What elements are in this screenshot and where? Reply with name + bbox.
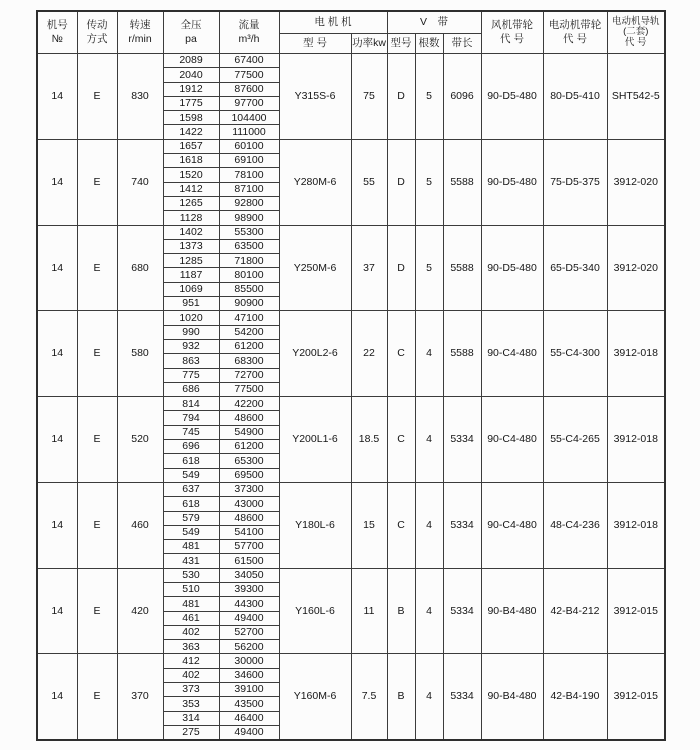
table-row [37,139,665,153]
fan-pulley-cell: 90-C4-480 [481,397,543,483]
header-line: m³/h [238,32,260,45]
pressure-cell: 1285 [163,254,219,268]
pressure-cell: 696 [163,440,219,454]
fan-pulley-cell: 90-C4-480 [481,482,543,568]
belt-count-cell: 4 [415,482,443,568]
belt-count-cell: 5 [415,139,443,225]
belt-count-cell: 5 [415,225,443,311]
pressure-cell: 1657 [163,139,219,153]
flow-cell: 49400 [219,725,279,739]
table-row [37,225,665,239]
motor-pulley-cell: 80-D5-410 [543,54,607,140]
speed-cell: 740 [117,139,163,225]
pressure-cell: 1912 [163,82,219,96]
header-machine-no [37,11,77,54]
machine-no-cell: 14 [37,54,77,140]
flow-cell: 52700 [219,625,279,639]
header-pressure [163,11,219,54]
machine-no-cell: 14 [37,482,77,568]
header-flow [219,11,279,54]
table-row [37,568,665,582]
fan-spec-table [36,10,666,741]
flow-cell: 48600 [219,511,279,525]
pressure-cell: 402 [163,668,219,682]
speed-cell: 420 [117,568,163,654]
flow-cell: 49400 [219,611,279,625]
motor-model-cell: Y180L-6 [279,482,351,568]
header-line: pa [185,32,197,45]
flow-cell: 43000 [219,497,279,511]
drive-mode-cell: E [77,311,117,397]
pressure-cell: 1422 [163,125,219,139]
motor-rail-cell: 3912-020 [607,139,665,225]
flow-cell: 80100 [219,268,279,282]
pressure-cell: 1775 [163,96,219,110]
machine-no-cell: 14 [37,568,77,654]
fan-pulley-cell: 90-B4-480 [481,568,543,654]
flow-cell: 57700 [219,540,279,554]
header-belt-type: 型号 [387,34,415,54]
header-motor-model: 型 号 [279,34,351,54]
pressure-cell: 373 [163,683,219,697]
pressure-cell: 412 [163,654,219,668]
motor-model-cell: Y200L2-6 [279,311,351,397]
motor-rail-cell: 3912-018 [607,482,665,568]
pressure-cell: 932 [163,339,219,353]
pressure-cell: 402 [163,625,219,639]
pressure-cell: 1598 [163,111,219,125]
motor-power-cell: 11 [351,568,387,654]
belt-type-cell: C [387,397,415,483]
flow-cell: 39100 [219,683,279,697]
speed-cell: 580 [117,311,163,397]
flow-cell: 34050 [219,568,279,582]
motor-pulley-cell: 42-B4-212 [543,568,607,654]
header-line: № [51,32,63,45]
motor-model-cell: Y280M-6 [279,139,351,225]
drive-mode-cell: E [77,568,117,654]
belt-type-cell: B [387,654,415,740]
flow-cell: 39300 [219,582,279,596]
pressure-cell: 1373 [163,239,219,253]
motor-pulley-cell: 42-B4-190 [543,654,607,740]
motor-power-cell: 15 [351,482,387,568]
header-line: 电动机带轮 [548,19,602,32]
flow-cell: 43500 [219,697,279,711]
flow-cell: 65300 [219,454,279,468]
pressure-cell: 461 [163,611,219,625]
drive-mode-cell: E [77,482,117,568]
belt-count-cell: 4 [415,568,443,654]
motor-pulley-cell: 75-D5-375 [543,139,607,225]
motor-model-cell: Y200L1-6 [279,397,351,483]
table-header [37,11,665,54]
flow-cell: 68300 [219,354,279,368]
pressure-cell: 481 [163,597,219,611]
pressure-cell: 530 [163,568,219,582]
table-row [37,311,665,325]
flow-cell: 92800 [219,196,279,210]
motor-power-cell: 75 [351,54,387,140]
pressure-cell: 549 [163,468,219,482]
header-belt-count: 根数 [415,34,443,54]
header-motor-pulley [543,11,607,54]
header-line: 电动机导轨 [611,16,660,28]
belt-type-cell: D [387,225,415,311]
belt-length-cell: 5588 [443,225,481,311]
motor-power-cell: 55 [351,139,387,225]
pressure-cell: 618 [163,497,219,511]
flow-cell: 34600 [219,668,279,682]
pressure-cell: 314 [163,711,219,725]
flow-cell: 72700 [219,368,279,382]
pressure-cell: 1402 [163,225,219,239]
flow-cell: 44300 [219,597,279,611]
flow-cell: 71800 [219,254,279,268]
header-motor-group: 电 机 机 [279,11,387,34]
header-line: 方式 [86,32,108,45]
flow-cell: 46400 [219,711,279,725]
header-line: 转速 [129,19,151,32]
flow-cell: 69500 [219,468,279,482]
flow-cell: 69100 [219,154,279,168]
motor-power-cell: 22 [351,311,387,397]
drive-mode-cell: E [77,654,117,740]
header-fan-pulley [481,11,543,54]
flow-cell: 61200 [219,339,279,353]
speed-cell: 520 [117,397,163,483]
pressure-cell: 951 [163,297,219,311]
belt-length-cell: 5334 [443,482,481,568]
fan-pulley-cell: 90-D5-480 [481,54,543,140]
header-line: 传动 [86,19,108,32]
flow-cell: 85500 [219,282,279,296]
pressure-cell: 275 [163,725,219,739]
belt-count-cell: 4 [415,654,443,740]
header-line: (二套) [623,26,649,38]
drive-mode-cell: E [77,139,117,225]
flow-cell: 55300 [219,225,279,239]
flow-cell: 87100 [219,182,279,196]
flow-cell: 67400 [219,54,279,68]
machine-no-cell: 14 [37,139,77,225]
header-speed [117,11,163,54]
flow-cell: 54900 [219,425,279,439]
fan-pulley-cell: 90-D5-480 [481,225,543,311]
belt-count-cell: 4 [415,397,443,483]
pressure-cell: 863 [163,354,219,368]
header-motor-rail [607,11,665,54]
flow-cell: 63500 [219,239,279,253]
motor-model-cell: Y160M-6 [279,654,351,740]
motor-pulley-cell: 55-C4-265 [543,397,607,483]
pressure-cell: 1520 [163,168,219,182]
motor-power-cell: 7.5 [351,654,387,740]
pressure-cell: 510 [163,582,219,596]
pressure-cell: 1265 [163,196,219,210]
pressure-cell: 1618 [163,154,219,168]
belt-count-cell: 5 [415,54,443,140]
flow-cell: 111000 [219,125,279,139]
table-row [37,482,665,496]
fan-pulley-cell: 90-D5-480 [481,139,543,225]
flow-cell: 78100 [219,168,279,182]
header-line: 风机带轮 [491,19,533,32]
flow-cell: 61500 [219,554,279,568]
motor-pulley-cell: 65-D5-340 [543,225,607,311]
machine-no-cell: 14 [37,311,77,397]
header-line: 全压 [180,19,202,32]
table-row [37,654,665,668]
belt-type-cell: C [387,311,415,397]
drive-mode-cell: E [77,397,117,483]
header-line: 代 号 [500,32,524,45]
header-line: 机号 [46,19,68,32]
speed-cell: 370 [117,654,163,740]
flow-cell: 104400 [219,111,279,125]
pressure-cell: 1128 [163,211,219,225]
motor-model-cell: Y315S-6 [279,54,351,140]
motor-rail-cell: 3912-015 [607,654,665,740]
speed-cell: 830 [117,54,163,140]
drive-mode-cell: E [77,225,117,311]
table-row [37,54,665,68]
machine-no-cell: 14 [37,225,77,311]
pressure-cell: 686 [163,382,219,396]
header-vbelt-group: V 带 [387,11,481,34]
motor-pulley-cell: 55-C4-300 [543,311,607,397]
flow-cell: 37300 [219,482,279,496]
pressure-cell: 1187 [163,268,219,282]
motor-rail-cell: 3912-018 [607,397,665,483]
speed-cell: 680 [117,225,163,311]
flow-cell: 47100 [219,311,279,325]
pressure-cell: 637 [163,482,219,496]
motor-rail-cell: 3912-015 [607,568,665,654]
flow-cell: 48600 [219,411,279,425]
flow-cell: 54200 [219,325,279,339]
belt-length-cell: 5334 [443,397,481,483]
pressure-cell: 745 [163,425,219,439]
pressure-cell: 775 [163,368,219,382]
pressure-cell: 353 [163,697,219,711]
belt-type-cell: D [387,54,415,140]
flow-cell: 77500 [219,68,279,82]
pressure-cell: 990 [163,325,219,339]
header-belt-length: 带长 [443,34,481,54]
belt-count-cell: 4 [415,311,443,397]
belt-length-cell: 5588 [443,311,481,397]
table-row [37,397,665,411]
flow-cell: 90900 [219,297,279,311]
flow-cell: 42200 [219,397,279,411]
belt-type-cell: B [387,568,415,654]
motor-rail-cell: SHT542-5 [607,54,665,140]
flow-cell: 60100 [219,139,279,153]
pressure-cell: 2040 [163,68,219,82]
pressure-cell: 794 [163,411,219,425]
motor-power-cell: 18.5 [351,397,387,483]
motor-model-cell: Y250M-6 [279,225,351,311]
flow-cell: 61200 [219,440,279,454]
motor-rail-cell: 3912-018 [607,311,665,397]
pressure-cell: 618 [163,454,219,468]
header-line: r/min [128,32,152,45]
belt-type-cell: C [387,482,415,568]
pressure-cell: 579 [163,511,219,525]
motor-model-cell: Y160L-6 [279,568,351,654]
pressure-cell: 1069 [163,282,219,296]
pressure-cell: 1412 [163,182,219,196]
belt-length-cell: 5334 [443,654,481,740]
machine-no-cell: 14 [37,654,77,740]
flow-cell: 30000 [219,654,279,668]
flow-cell: 87600 [219,82,279,96]
header-line: 代 号 [563,32,587,45]
header-drive [77,11,117,54]
pressure-cell: 431 [163,554,219,568]
header-motor-power: 功率kw [351,34,387,54]
pressure-cell: 363 [163,640,219,654]
flow-cell: 98900 [219,211,279,225]
pressure-cell: 549 [163,525,219,539]
motor-rail-cell: 3912-020 [607,225,665,311]
motor-pulley-cell: 48-C4-236 [543,482,607,568]
motor-power-cell: 37 [351,225,387,311]
machine-no-cell: 14 [37,397,77,483]
flow-cell: 56200 [219,640,279,654]
fan-pulley-cell: 90-C4-480 [481,311,543,397]
flow-cell: 97700 [219,96,279,110]
belt-length-cell: 6096 [443,54,481,140]
pressure-cell: 814 [163,397,219,411]
header-line: 代 号 [624,36,647,48]
belt-type-cell: D [387,139,415,225]
spec-table-body [37,54,665,740]
speed-cell: 460 [117,482,163,568]
belt-length-cell: 5334 [443,568,481,654]
flow-cell: 54100 [219,525,279,539]
drive-mode-cell: E [77,54,117,140]
flow-cell: 77500 [219,382,279,396]
pressure-cell: 2089 [163,54,219,68]
pressure-cell: 481 [163,540,219,554]
header-line: 流量 [238,19,260,32]
belt-length-cell: 5588 [443,139,481,225]
fan-pulley-cell: 90-B4-480 [481,654,543,740]
pressure-cell: 1020 [163,311,219,325]
